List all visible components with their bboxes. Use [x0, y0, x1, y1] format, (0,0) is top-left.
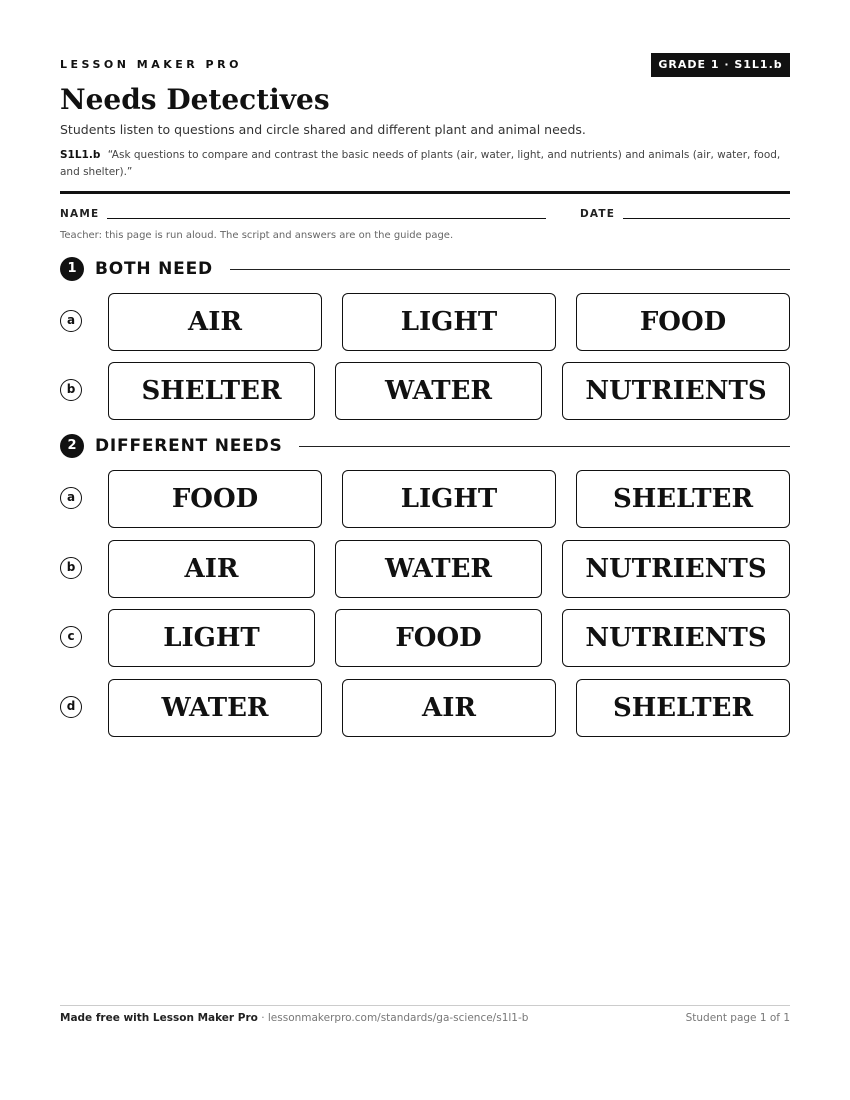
- section-number: 2: [60, 434, 84, 458]
- teacher-note: Teacher: this page is run aloud. The script and answers are on the guide page.: [60, 230, 454, 241]
- choice-button[interactable]: NUTRIENTS: [562, 362, 790, 420]
- footer-divider: [60, 1005, 790, 1006]
- choice-button[interactable]: NUTRIENTS: [562, 609, 790, 667]
- brand-name: LESSON MAKER PRO: [60, 58, 242, 71]
- choice-button[interactable]: WATER: [335, 362, 542, 420]
- footer-credit: [60, 1012, 528, 1024]
- choice-button[interactable]: FOOD: [108, 470, 322, 528]
- section-title: DIFFERENT NEEDS: [95, 436, 283, 456]
- row-letter: c: [60, 626, 82, 648]
- page-subtitle: Students listen to questions and circle shared and different plant and animal needs.: [60, 122, 586, 137]
- choice-button[interactable]: FOOD: [576, 293, 790, 351]
- name-field[interactable]: [107, 218, 546, 219]
- section-number: 1: [60, 257, 84, 281]
- question-row: [60, 609, 790, 669]
- choice-button[interactable]: SHELTER: [576, 679, 790, 737]
- choice-button[interactable]: LIGHT: [342, 293, 556, 351]
- choice-button[interactable]: SHELTER: [108, 362, 315, 420]
- footer-page-number: Student page 1 of 1: [685, 1012, 790, 1024]
- question-row: [60, 470, 790, 530]
- row-letter: b: [60, 379, 82, 401]
- choice-button[interactable]: AIR: [342, 679, 556, 737]
- footer-url[interactable]: · lessonmakerpro.com/standards/ga-science/s1l1-b: [257, 1012, 529, 1024]
- section-both-need: [60, 257, 790, 283]
- choice-button[interactable]: LIGHT: [108, 609, 315, 667]
- standard-statement: [60, 147, 790, 181]
- row-letter: b: [60, 557, 82, 579]
- standard-text: “Ask questions to compare and contrast the basic needs of plants (air, water, light, and nutrients) and animals (air, water, food, and shelter).”: [60, 149, 781, 178]
- choice-button[interactable]: SHELTER: [576, 470, 790, 528]
- question-row: [60, 679, 790, 739]
- section-divider: [299, 446, 790, 447]
- choice-button[interactable]: FOOD: [335, 609, 542, 667]
- page-title: Needs Detectives: [60, 83, 330, 116]
- choice-button[interactable]: WATER: [108, 679, 322, 737]
- header-divider: [60, 191, 790, 194]
- name-label: NAME: [60, 208, 100, 220]
- row-letter: a: [60, 487, 82, 509]
- choice-button[interactable]: WATER: [335, 540, 542, 598]
- choice-button[interactable]: NUTRIENTS: [562, 540, 790, 598]
- choice-button[interactable]: LIGHT: [342, 470, 556, 528]
- footer-made-with: Made free with Lesson Maker Pro: [60, 1012, 258, 1024]
- question-row: [60, 362, 790, 422]
- grade-badge: GRADE 1 · S1L1.b: [651, 53, 790, 77]
- choice-button[interactable]: AIR: [108, 540, 315, 598]
- choice-button[interactable]: AIR: [108, 293, 322, 351]
- row-letter: a: [60, 310, 82, 332]
- question-row: [60, 293, 790, 353]
- section-divider: [230, 269, 790, 270]
- row-letter: d: [60, 696, 82, 718]
- section-title: BOTH NEED: [95, 259, 213, 279]
- date-label: DATE: [580, 208, 616, 220]
- date-field[interactable]: [623, 218, 790, 219]
- question-row: [60, 540, 790, 600]
- standard-code: S1L1.b: [60, 149, 101, 161]
- section-different-needs: [60, 434, 790, 460]
